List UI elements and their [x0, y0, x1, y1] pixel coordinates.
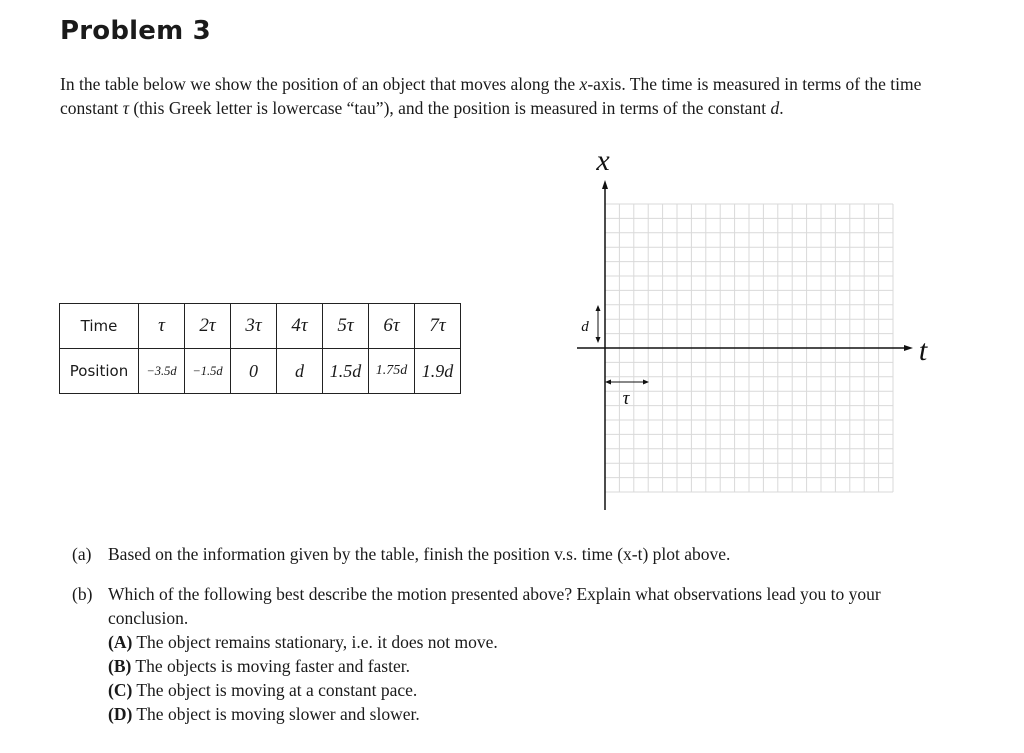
position-cell: 0	[231, 349, 277, 394]
x-axis-arrowhead	[602, 180, 608, 189]
t-axis-label: t	[918, 334, 928, 367]
t-axis-arrowhead	[904, 345, 913, 351]
question-a	[72, 542, 962, 566]
choice-a[interactable]	[108, 630, 962, 654]
position-cell: 1.9d	[415, 349, 461, 394]
choice-d-text: The object is moving slower and slower.	[136, 704, 420, 724]
choice-d-letter: (D)	[108, 704, 133, 724]
x-axis-label: x	[596, 144, 610, 177]
question-a-label: (a)	[72, 544, 92, 564]
time-cell: τ	[139, 304, 185, 349]
time-cell: 3τ	[231, 304, 277, 349]
time-cell: 2τ	[185, 304, 231, 349]
time-cell: 7τ	[415, 304, 461, 349]
choice-d[interactable]	[108, 702, 962, 726]
problem-intro	[60, 72, 960, 120]
position-row-label: Position	[60, 349, 139, 394]
question-b-text: Which of the following best describe the motion presented above? Explain what observations lead you to your conclusion.	[108, 584, 881, 628]
position-cell: d	[277, 349, 323, 394]
question-b-label: (b)	[72, 584, 93, 604]
tau-scale-label: τ	[622, 388, 630, 409]
time-row-label: Time	[60, 304, 139, 349]
choice-b-text: The objects is moving faster and faster.	[135, 656, 410, 676]
time-cell: 5τ	[323, 304, 369, 349]
position-row	[60, 349, 461, 394]
choice-b-letter: (B)	[108, 656, 132, 676]
tau-arrowhead-left	[605, 380, 611, 385]
d-scale-label: d	[581, 319, 589, 335]
choice-b[interactable]	[108, 654, 962, 678]
intro-text-1: In the table below we show the position of an object that moves along the	[60, 74, 580, 94]
question-b	[72, 582, 962, 726]
choice-c-letter: (C)	[108, 680, 133, 700]
time-cell: 6τ	[369, 304, 415, 349]
time-row	[60, 304, 461, 349]
intro-tau-symbol: τ	[122, 98, 129, 118]
intro-text-3: (this Greek letter is lowercase “tau”), and the position is measured in terms of the constant	[128, 98, 771, 118]
position-cell: −3.5d	[139, 349, 185, 394]
time-cell: 4τ	[277, 304, 323, 349]
question-a-text: Based on the information given by the table, finish the position v.s. time (x-t) plot above.	[108, 544, 731, 564]
choice-a-text: The object remains stationary, i.e. it does not move.	[136, 632, 498, 652]
intro-text-4: .	[779, 98, 784, 118]
d-arrowhead-up	[596, 305, 601, 311]
problem-title: Problem 3	[60, 16, 211, 46]
intro-text-2: -axis. The time is measured in terms of the time constant	[60, 74, 922, 118]
position-time-table	[59, 303, 461, 394]
intro-d-variable: d	[770, 98, 780, 118]
empty-xt-plot[interactable]	[565, 140, 945, 520]
choice-a-letter: (A)	[108, 632, 133, 652]
d-arrowhead-down	[596, 337, 601, 343]
position-cell: 1.75d	[369, 349, 415, 394]
position-cell: −1.5d	[185, 349, 231, 394]
intro-x-variable: x	[579, 74, 588, 94]
choice-c-text: The object is moving at a constant pace.	[136, 680, 418, 700]
questions-list	[72, 540, 962, 726]
choice-c[interactable]	[108, 678, 962, 702]
position-cell: 1.5d	[323, 349, 369, 394]
